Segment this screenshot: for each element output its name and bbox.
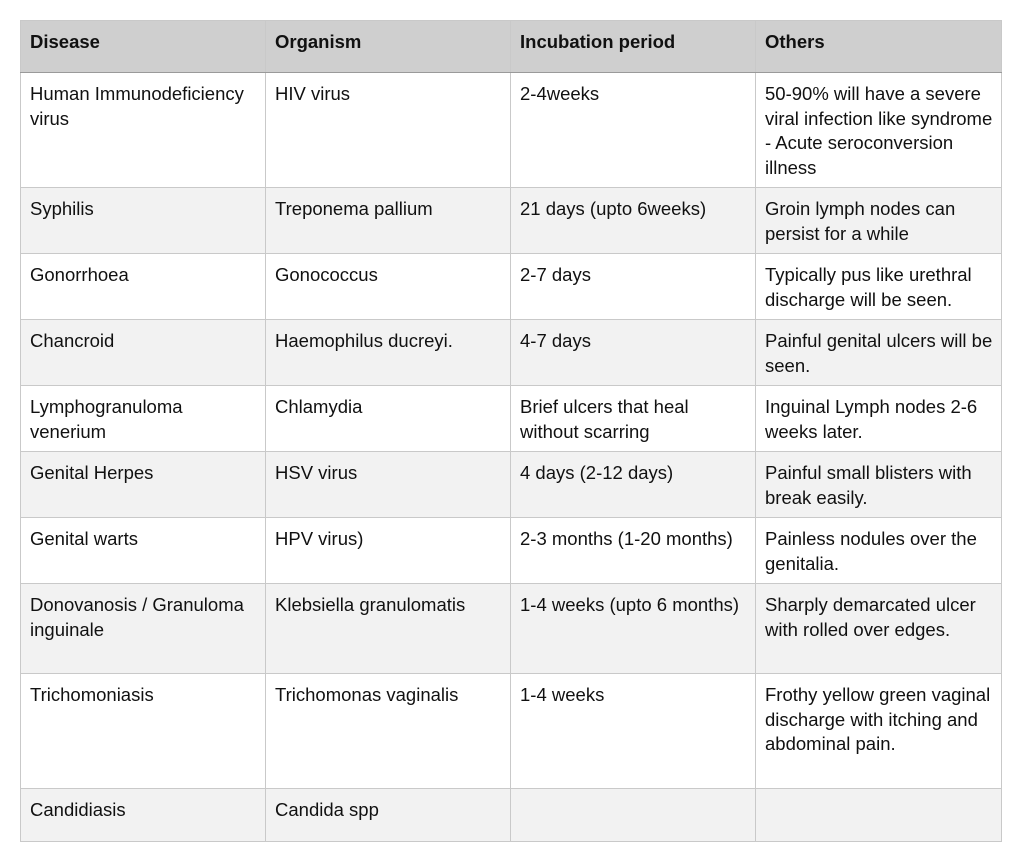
cell-organism: Gonococcus [266, 254, 511, 320]
cell-others: Frothy yellow green vaginal discharge with itching and abdominal pain. [756, 674, 1002, 789]
header-others: Others [756, 21, 1002, 73]
cell-others: Typically pus like urethral discharge will be seen. [756, 254, 1002, 320]
table-body [21, 73, 1002, 842]
cell-incubation: 4-7 days [511, 320, 756, 386]
cell-organism: Candida spp [266, 789, 511, 842]
header-organism: Organism [266, 21, 511, 73]
cell-organism: HPV virus) [266, 518, 511, 584]
cell-incubation: 21 days (upto 6weeks) [511, 188, 756, 254]
table-row [21, 320, 1002, 386]
table-row [21, 518, 1002, 584]
header-row [21, 21, 1002, 73]
cell-disease: Donovanosis / Granuloma inguinale [21, 584, 266, 674]
cell-disease: Genital Herpes [21, 452, 266, 518]
cell-others: Painful small blisters with break easily. [756, 452, 1002, 518]
cell-others: Sharply demarcated ulcer with rolled over edges. [756, 584, 1002, 674]
cell-organism: Treponema pallium [266, 188, 511, 254]
table-row [21, 386, 1002, 452]
cell-incubation: 4 days (2-12 days) [511, 452, 756, 518]
cell-disease: Chancroid [21, 320, 266, 386]
cell-incubation: 1-4 weeks (upto 6 months) [511, 584, 756, 674]
table-row [21, 254, 1002, 320]
table-row [21, 73, 1002, 188]
cell-organism: HSV virus [266, 452, 511, 518]
cell-others: 50-90% will have a severe viral infection like syndrome - Acute seroconversion illness [756, 73, 1002, 188]
cell-disease: Human Immunodeficiency virus [21, 73, 266, 188]
cell-others [756, 789, 1002, 842]
cell-incubation [511, 789, 756, 842]
cell-incubation: 2-4weeks [511, 73, 756, 188]
cell-organism: HIV virus [266, 73, 511, 188]
cell-disease: Candidiasis [21, 789, 266, 842]
header-disease: Disease [21, 21, 266, 73]
cell-others: Groin lymph nodes can persist for a while [756, 188, 1002, 254]
cell-disease: Trichomoniasis [21, 674, 266, 789]
table-row [21, 584, 1002, 674]
cell-incubation: 2-3 months (1-20 months) [511, 518, 756, 584]
cell-disease: Genital warts [21, 518, 266, 584]
table-row [21, 188, 1002, 254]
cell-disease: Lymphogranuloma venerium [21, 386, 266, 452]
cell-organism: Haemophilus ducreyi. [266, 320, 511, 386]
cell-disease: Syphilis [21, 188, 266, 254]
std-table [20, 20, 1002, 842]
cell-incubation: Brief ulcers that heal without scarring [511, 386, 756, 452]
cell-organism: Chlamydia [266, 386, 511, 452]
cell-organism: Trichomonas vaginalis [266, 674, 511, 789]
cell-organism: Klebsiella granulomatis [266, 584, 511, 674]
cell-others: Painful genital ulcers will be seen. [756, 320, 1002, 386]
cell-incubation: 1-4 weeks [511, 674, 756, 789]
table-row [21, 674, 1002, 789]
table-row [21, 789, 1002, 842]
header-incubation-period: Incubation period [511, 21, 756, 73]
cell-others: Inguinal Lymph nodes 2-6 weeks later. [756, 386, 1002, 452]
table-header [21, 21, 1002, 73]
table-row [21, 452, 1002, 518]
cell-others: Painless nodules over the genitalia. [756, 518, 1002, 584]
cell-disease: Gonorrhoea [21, 254, 266, 320]
cell-incubation: 2-7 days [511, 254, 756, 320]
